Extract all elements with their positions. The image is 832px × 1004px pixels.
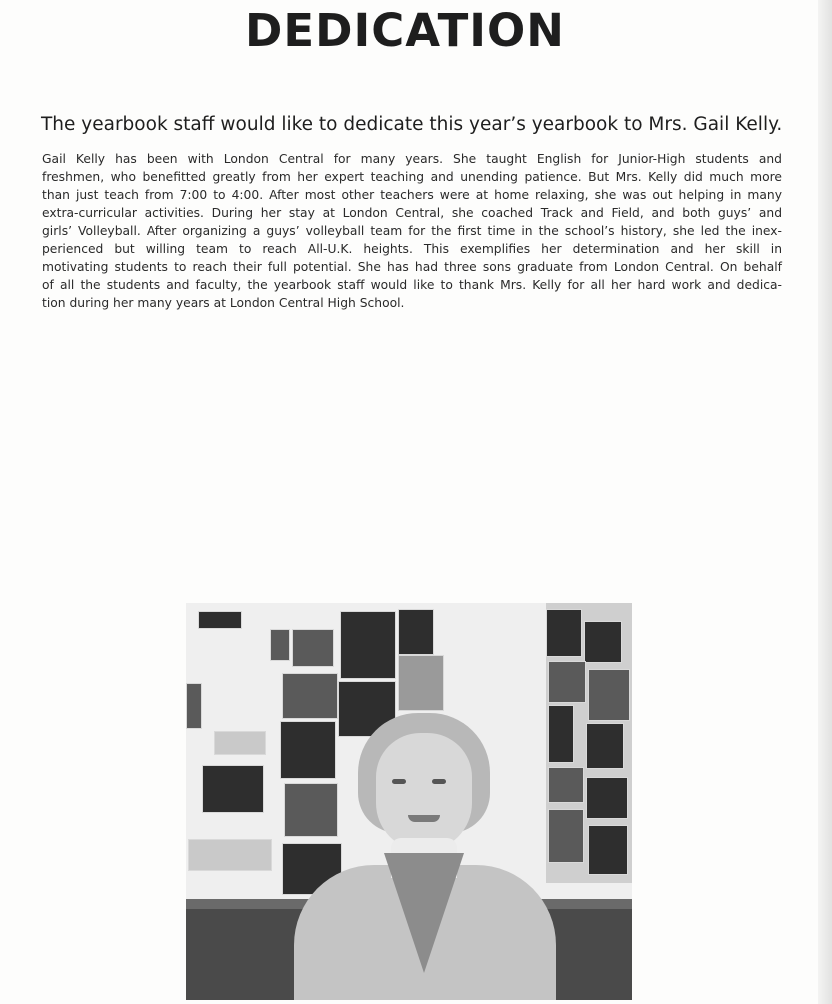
page-title: DEDICATION xyxy=(245,4,565,57)
dedication-lead: The yearbook staff would like to dedicate this year’s yearbook to Mrs. Gail Kelly. xyxy=(41,114,783,135)
collage-snapshot xyxy=(198,611,242,629)
collage-snapshot xyxy=(292,629,334,667)
portrait-face xyxy=(376,733,472,851)
collage-snapshot xyxy=(546,609,582,657)
collage-snapshot xyxy=(398,609,434,655)
body-line: tion during her many years at London Central High School. xyxy=(42,296,405,310)
collage-snapshot xyxy=(586,777,628,819)
portrait-eye xyxy=(432,779,446,784)
collage-snapshot xyxy=(586,723,624,769)
collage-snapshot xyxy=(214,731,266,755)
collage-snapshot xyxy=(270,629,290,661)
collage-snapshot xyxy=(186,683,202,729)
body-line: perienced but willing team to reach All-U.K. heights. This exemplifies her determination and her skill in xyxy=(42,242,782,256)
collage-snapshot xyxy=(284,783,338,837)
body-line: than just teach from 7:00 to 4:00. After most other teachers were at home relaxing, she was out helping in many xyxy=(42,188,782,202)
body-line: of all the students and faculty, the yearbook staff would like to thank Mrs. Kelly for all her hard work and dedica- xyxy=(42,278,782,292)
body-line: motivating students to reach their full potential. She has had three sons graduate from London Central. On behalf xyxy=(42,260,782,274)
body-line: girls’ Volleyball. After organizing a guys’ volleyball team for the first time in the school’s history, she led the inex- xyxy=(42,224,782,238)
dedication-body xyxy=(42,150,782,312)
collage-snapshot xyxy=(548,661,586,703)
collage-snapshot xyxy=(588,669,630,721)
collage-snapshot xyxy=(340,611,396,679)
portrait-mouth xyxy=(408,815,440,822)
collage-snapshot xyxy=(280,721,336,779)
collage-snapshot xyxy=(548,809,584,863)
portrait-scarf xyxy=(384,853,464,973)
portrait-eye xyxy=(392,779,406,784)
collage-snapshot xyxy=(548,767,584,803)
body-line: Gail Kelly has been with London Central for many years. She taught English for Junior-High students and xyxy=(42,152,782,166)
collage-snapshot xyxy=(202,765,264,813)
collage-snapshot xyxy=(584,621,622,663)
collage-snapshot xyxy=(588,825,628,875)
collage-snapshot xyxy=(188,839,272,871)
portrait-photo xyxy=(186,603,632,1000)
collage-snapshot xyxy=(398,655,444,711)
collage-snapshot xyxy=(548,705,574,763)
collage-snapshot xyxy=(282,673,338,719)
body-line: extra-curricular activities. During her stay at London Central, she coached Track and Field, and both guys’ and xyxy=(42,206,782,220)
body-line: freshmen, who benefitted greatly from her expert teaching and unending patience. But Mrs. Kelly did much more xyxy=(42,170,782,184)
page-edge-shadow xyxy=(818,0,832,1004)
